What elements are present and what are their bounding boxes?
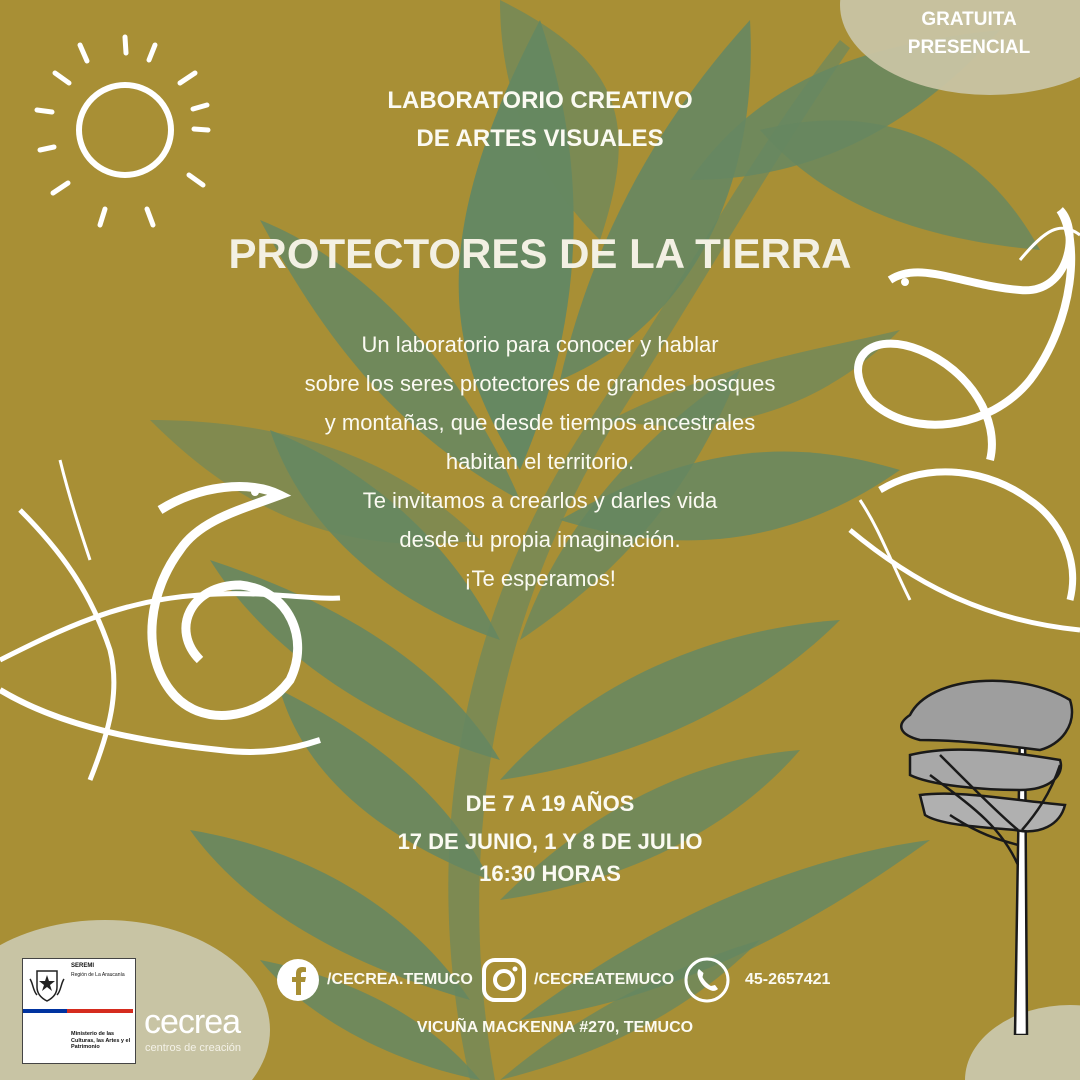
description-line: Un laboratorio para conocer y hablar (361, 332, 719, 357)
instagram-contact[interactable] (480, 955, 674, 1005)
description-line: desde tu propia imaginación. (399, 527, 681, 552)
facebook-contact[interactable] (275, 955, 473, 1005)
description-line: ¡Te esperamos! (464, 566, 616, 591)
facebook-handle[interactable]: /CECREA.TEMUCO (327, 971, 473, 988)
event-dates: 17 DE JUNIO, 1 Y 8 DE JULIO (397, 829, 703, 854)
description-line: sobre los seres protectores de grandes bosques (304, 371, 776, 396)
badge (894, 6, 1044, 62)
age-range: DE 7 A 19 AÑOS (465, 791, 635, 816)
cecrea-logo: cecrea (144, 1003, 241, 1041)
phone-number[interactable]: 45-2657421 (745, 971, 831, 988)
phone-icon (683, 956, 731, 1004)
event-details (0, 788, 1080, 890)
description-line: y montañas, que desde tiempos ancestrales (324, 410, 756, 435)
description-line: Te invitamos a crearlos y darles vida (362, 488, 718, 513)
ministry-name: Ministerio de las Culturas, las Artes y el Patrimonio (71, 1031, 131, 1050)
badge-line-1: GRATUITA (921, 9, 1017, 30)
phone-contact[interactable] (683, 955, 830, 1005)
seremi-logo (22, 958, 136, 1064)
header-line-2: DE ARTES VISUALES (416, 125, 664, 152)
description-line: habitan el territorio. (445, 449, 635, 474)
seremi-title: SEREMI (71, 963, 95, 969)
badge-line-2: PRESENCIAL (907, 37, 1031, 58)
instagram-handle[interactable]: /CECREATEMUCO (534, 971, 675, 988)
seremi-region: Región de La Araucanía (71, 972, 125, 978)
address: VICUÑA MACKENNA #270, TEMUCO (416, 1019, 694, 1036)
header-line-1: LABORATORIO CREATIVO (387, 87, 693, 114)
header (0, 82, 1080, 158)
cecrea-tagline: centros de creación (145, 1042, 241, 1054)
facebook-icon (275, 957, 321, 1003)
instagram-icon (480, 956, 528, 1004)
chile-coat-of-arms-icon (27, 963, 67, 1007)
event-time: 16:30 HORAS (479, 861, 621, 886)
description (0, 325, 1080, 598)
page-title: PROTECTORES DE LA TIERRA (228, 230, 852, 277)
